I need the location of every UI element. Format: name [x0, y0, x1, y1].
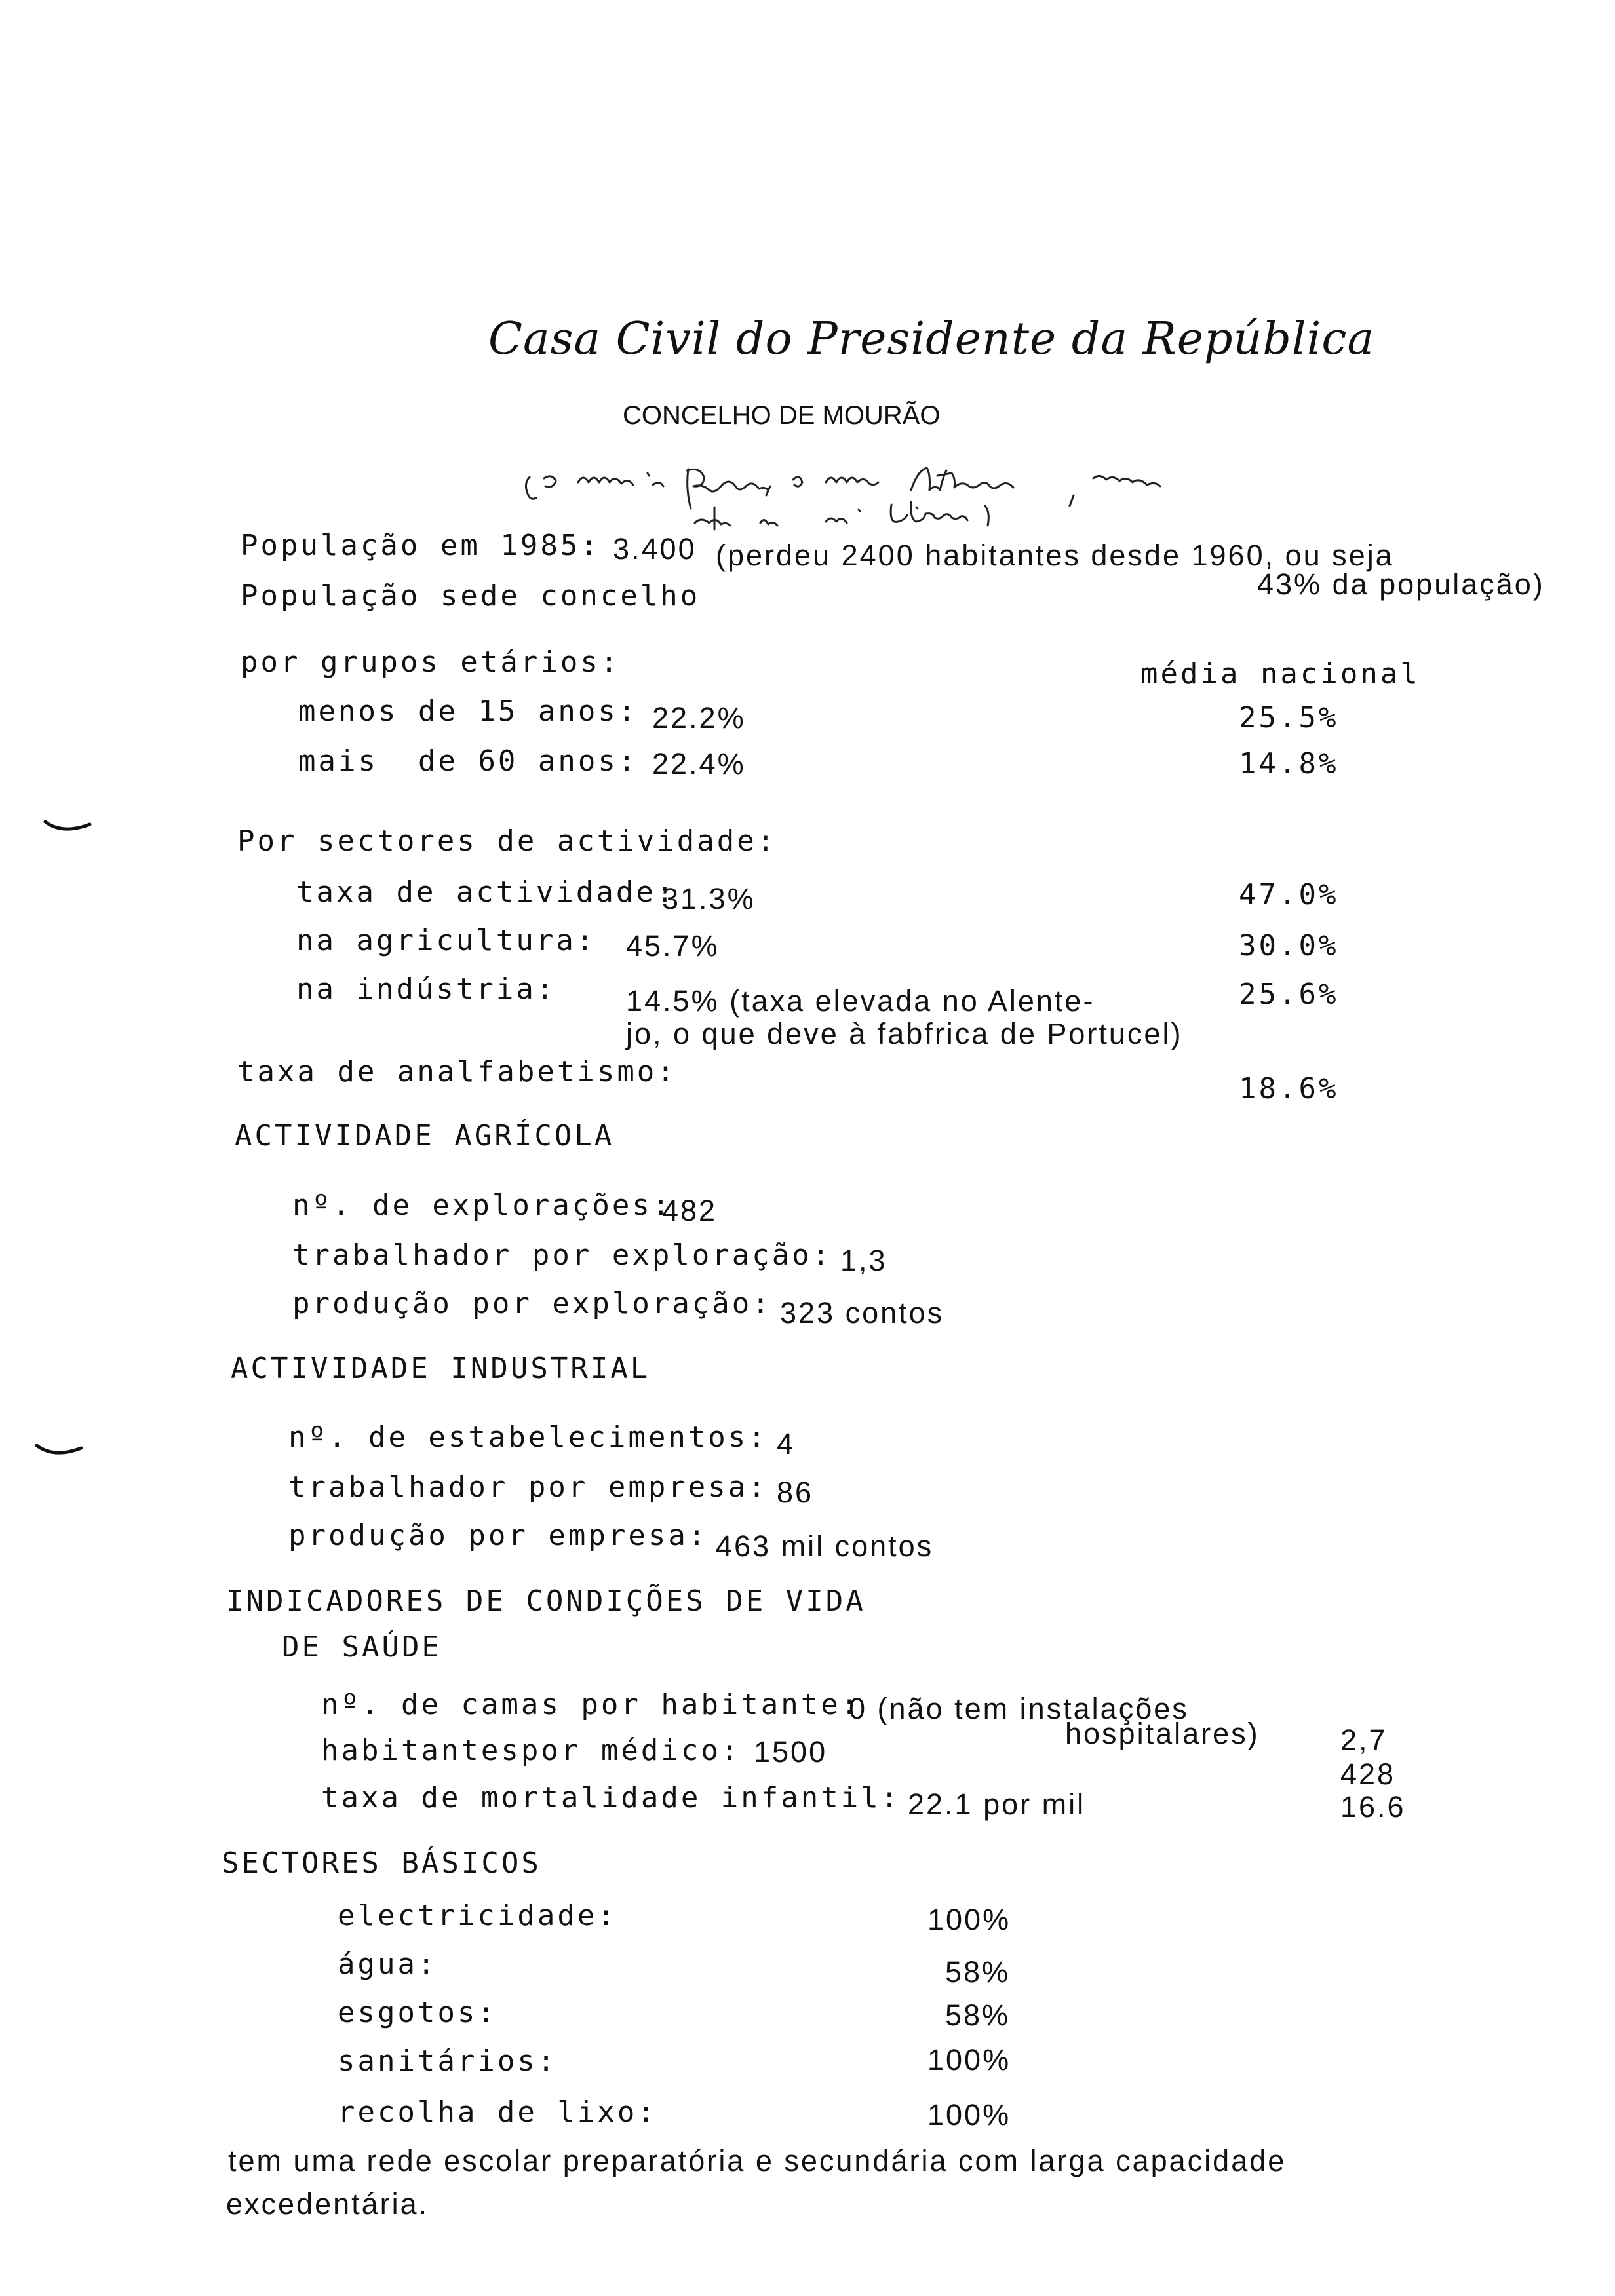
inhabitants-per-doctor-label: habitantespor médico: — [321, 1734, 741, 1767]
activity-rate-value: 31.3% — [662, 882, 756, 915]
beds-note-continued: hospitalares) — [1065, 1717, 1260, 1750]
production-per-company-value: 463 mil contos — [716, 1529, 934, 1563]
beds-national: 2,7 — [1340, 1723, 1388, 1757]
workers-per-company-value: 86 — [777, 1476, 814, 1509]
national-average-header: média nacional — [1140, 657, 1420, 691]
beds-per-inhabitant-value: 0 (não tem instalações — [849, 1692, 1189, 1725]
illiteracy-national: 18.6% — [1239, 1072, 1339, 1105]
infant-mortality-label: taxa de mortalidade infantil: — [321, 1781, 901, 1814]
sanitation-label: sanitários: — [338, 2044, 558, 2078]
electricity-label: electricidade: — [338, 1899, 617, 1932]
industry-value: 14.5% (taxa elevada no Alente- — [626, 984, 1095, 1018]
sanitation-value: 100% — [927, 2043, 1011, 2076]
farms-count-value: 482 — [662, 1194, 718, 1227]
section-heading-industrial: ACTIVIDADE INDUSTRIAL — [231, 1352, 651, 1385]
margin-punch-mark — [34, 1442, 87, 1461]
age-under-15-label: menos de 15 anos: — [298, 695, 638, 728]
water-label: água: — [338, 1947, 438, 1981]
infant-mortality-national: 16.6 — [1340, 1790, 1406, 1824]
beds-per-inhabitant-label: nº. de camas por habitante: — [321, 1688, 861, 1721]
inhabitants-per-doctor-national: 428 — [1340, 1757, 1396, 1791]
production-per-company-label: produção por empresa: — [288, 1519, 709, 1552]
population-seat-label: População sede concelho — [241, 579, 701, 613]
section-heading-basic-sectors: SECTORES BÁSICOS — [222, 1846, 541, 1880]
closing-paragraph-line-1: tem uma rede escolar preparatória e secundária com larga capacidade — [228, 2144, 1287, 2177]
age-over-60-label: mais de 60 anos: — [298, 744, 638, 778]
sewage-value: 58% — [945, 1999, 1011, 2032]
sectors-label: Por sectores de actividade: — [237, 824, 777, 858]
activity-rate-national: 47.0% — [1239, 878, 1339, 911]
production-per-farm-label: produção por exploração: — [292, 1287, 772, 1320]
handwritten-annotation — [518, 439, 1527, 531]
population-1985-label: População em 1985: — [241, 529, 600, 562]
letterhead: Casa Civil do Presidente da República — [488, 313, 1375, 365]
agriculture-value: 45.7% — [626, 929, 720, 963]
section-heading-living-conditions: INDICADORES DE CONDIÇÕES DE VIDA — [226, 1584, 866, 1618]
agriculture-national: 30.0% — [1239, 929, 1339, 963]
illiteracy-label: taxa de analfabetismo: — [237, 1055, 677, 1088]
workers-per-company-label: trabalhador por empresa: — [288, 1470, 768, 1504]
electricity-value: 100% — [927, 1903, 1011, 1936]
activity-rate-label: taxa de actividade: — [296, 875, 676, 909]
age-under-15-national: 25.5% — [1239, 701, 1339, 735]
document-title: CONCELHO DE MOURÃO — [623, 401, 941, 430]
closing-paragraph-line-2: excedentária. — [226, 2187, 429, 2221]
population-1985-value: 3.400 — [613, 532, 697, 565]
age-over-60-national: 14.8% — [1239, 747, 1339, 780]
industry-national: 25.6% — [1239, 978, 1339, 1011]
inhabitants-per-doctor-value: 1500 — [754, 1735, 828, 1769]
age-groups-label: por grupos etários: — [241, 645, 621, 679]
industry-label: na indústria: — [296, 972, 556, 1006]
section-heading-agricultural: ACTIVIDADE AGRÍCOLA — [235, 1119, 615, 1153]
workers-per-farm-label: trabalhador por exploração: — [292, 1238, 832, 1272]
production-per-farm-value: 323 contos — [780, 1296, 944, 1330]
workers-per-farm-value: 1,3 — [840, 1244, 887, 1277]
age-over-60-value: 22.4% — [652, 747, 746, 780]
agriculture-label: na agricultura: — [296, 924, 596, 957]
margin-punch-mark — [43, 818, 95, 837]
industry-note-continued: jo, o que deve à fabfrica de Portucel) — [626, 1017, 1183, 1050]
sewage-label: esgotos: — [338, 1996, 497, 2029]
population-loss-percent: 43% da população) — [1257, 567, 1545, 601]
infant-mortality-value: 22.1 por mil — [908, 1788, 1086, 1821]
water-value: 58% — [945, 1955, 1011, 1989]
establishments-label: nº. de estabelecimentos: — [288, 1421, 768, 1454]
subheading-health: DE SAÚDE — [282, 1630, 442, 1664]
population-loss-note: (perdeu 2400 habitantes desde 1960, ou seja — [716, 539, 1394, 572]
garbage-collection-value: 100% — [927, 2098, 1011, 2132]
establishments-value: 4 — [777, 1427, 796, 1461]
age-under-15-value: 22.2% — [652, 701, 746, 735]
farms-count-label: nº. de explorações: — [292, 1189, 672, 1222]
garbage-collection-label: recolha de lixo: — [338, 2095, 657, 2129]
